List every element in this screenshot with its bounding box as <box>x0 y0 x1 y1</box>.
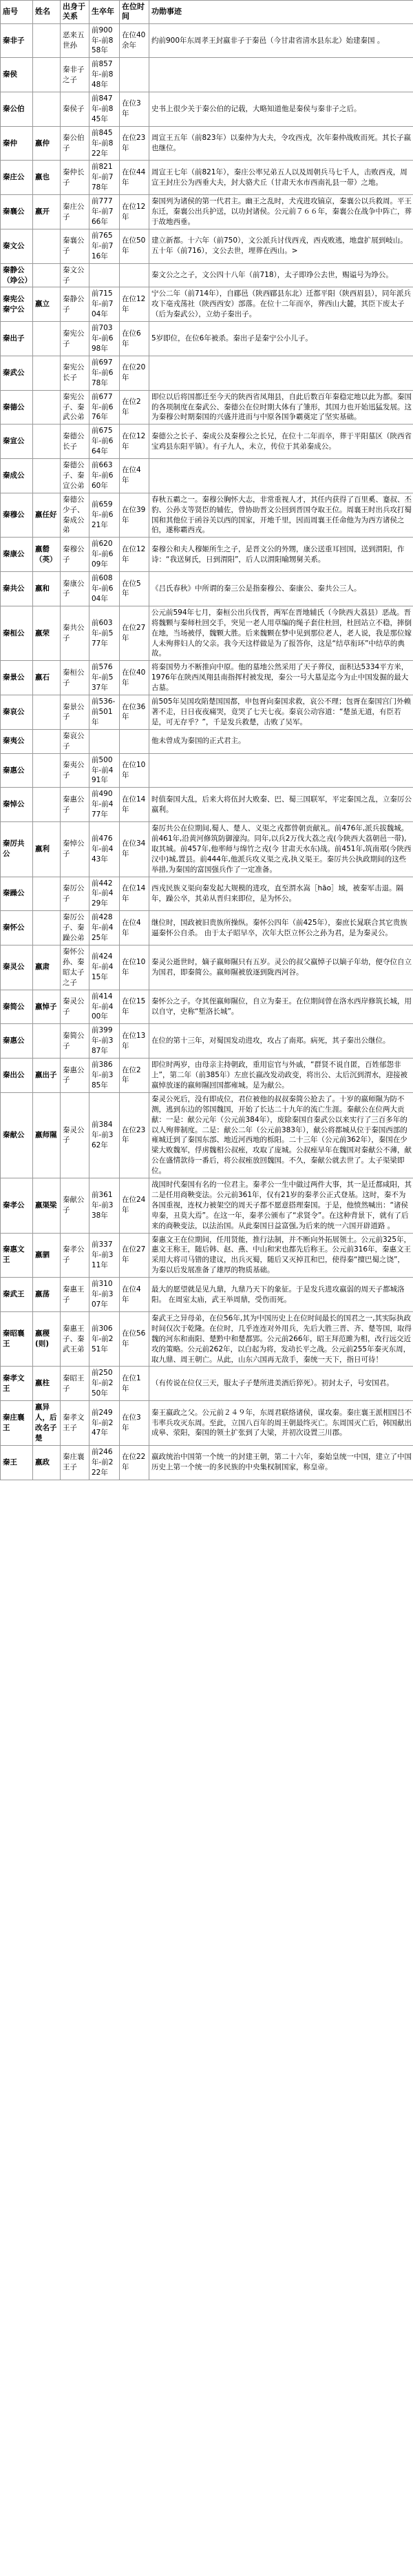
table-row <box>1 322 413 356</box>
table-row <box>1 1178 413 1234</box>
cell-personal-name: 嬴也 <box>33 161 61 195</box>
cell-temple-name: 秦出子 <box>1 322 33 356</box>
cell-personal-name: 嬴出子 <box>33 1059 61 1093</box>
cell-relation: 秦简公子 <box>61 1024 89 1059</box>
cell-personal-name <box>33 425 61 459</box>
cell-personal-name: 嬴政 <box>33 1445 61 1480</box>
cell-temple-name: 秦非子 <box>1 23 33 58</box>
cell-temple-name: 秦侯 <box>1 58 33 92</box>
cell-deeds: 西戎民族义渠向秦发起大规模的进攻，直至渭水嵩［hāo］域，被秦军击退。隔年，躁公卒，其弟从晋归来即位，是为怀公。 <box>149 877 413 911</box>
cell-personal-name <box>33 753 61 788</box>
table-row <box>1 356 413 390</box>
table-row <box>1 911 413 945</box>
cell-temple-name: 秦昭襄王 <box>1 1311 33 1367</box>
cell-personal-name <box>33 322 61 356</box>
cell-reign: 在位44年 <box>120 161 149 195</box>
cell-lifespan: 前765年-前716年 <box>89 229 120 263</box>
table-row <box>1 753 413 788</box>
cell-personal-name: 嬴开 <box>33 195 61 229</box>
table-row <box>1 1278 413 1312</box>
cell-temple-name: 秦静公（竫公） <box>1 263 33 287</box>
cell-relation: 秦桓公子 <box>61 661 89 695</box>
cell-lifespan: 前608年-前604年 <box>89 572 120 606</box>
cell-temple-name: 秦惠文王 <box>1 1233 33 1278</box>
cell-temple-name: 秦穆公 <box>1 493 33 538</box>
table-row <box>1 1367 413 1401</box>
cell-relation: 秦孝公子 <box>61 1233 89 1278</box>
cell-lifespan: 前603年-前577年 <box>89 606 120 661</box>
cell-lifespan: 前250年-前250年 <box>89 1367 120 1401</box>
cell-lifespan: 前677年-前676年 <box>89 390 120 425</box>
cell-personal-name <box>33 356 61 390</box>
cell-deeds: 秦德公之长子、秦成公及秦穆公之长兄，在位十二年而卒，葬于平阳墓区（陕西省宝鸡县东阳平镇）。有子九人，未立，传位于其弟秦成公。 <box>149 425 413 459</box>
table-row <box>1 459 413 493</box>
cell-lifespan <box>89 263 120 287</box>
cell-personal-name: 嬴驷 <box>33 1233 61 1278</box>
cell-reign: 在位40余年 <box>120 23 149 58</box>
cell-relation: 秦文公子 <box>61 263 89 287</box>
cell-personal-name: 嬴柱 <box>33 1367 61 1401</box>
cell-lifespan: 前847年-前845年 <box>89 92 120 127</box>
cell-lifespan: 前414年-前400年 <box>89 990 120 1024</box>
cell-reign: 在位50年 <box>120 229 149 263</box>
table-row <box>1 1445 413 1480</box>
cell-reign: 在位14年 <box>120 877 149 911</box>
cell-personal-name: 嬴利 <box>33 822 61 877</box>
cell-temple-name: 秦惠公 <box>1 1024 33 1059</box>
cell-lifespan: 前697年-前678年 <box>89 356 120 390</box>
cell-personal-name: 嬴荣 <box>33 606 61 661</box>
cell-lifespan: 前361年-前338年 <box>89 1178 120 1234</box>
cell-reign: 在位15年 <box>120 990 149 1024</box>
cell-deeds: 即位时两岁，由母亲主持朝政，重用宦官与外戚，“群贤不说自匿，百姓郁怨非上”，第二年（前385年）左庶长嬴改发动政变，将出公、太后沉到渭水，迎接被嬴悼放逐的嬴师隰回国都雍城。是为献公。 <box>149 1059 413 1093</box>
cell-lifespan: 前576年-前537年 <box>89 661 120 695</box>
cell-deeds: 建立新都。十六年（前750），文公派兵讨伐西戎，西戎败逃，地盘扩展到岐山。五十年（前716），文公去世，埋葬在西山。> <box>149 229 413 263</box>
cell-temple-name: 秦躁公 <box>1 877 33 911</box>
cell-deeds: 在位的第十三年，对蜀国发动进攻，攻占了南郑。病死，其子秦出公继位。 <box>149 1024 413 1059</box>
cell-lifespan: 前620年-前609年 <box>89 538 120 572</box>
table-row <box>1 661 413 695</box>
cell-reign: 在位12年 <box>120 425 149 459</box>
cell-lifespan: 前845年-前822年 <box>89 126 120 161</box>
cell-reign: 在位24年 <box>120 1178 149 1234</box>
cell-temple-name: 秦夷公 <box>1 729 33 753</box>
cell-temple-name: 秦孝公 <box>1 1178 33 1234</box>
cell-reign: 在位3年 <box>120 92 149 127</box>
table-row <box>1 229 413 263</box>
table-row <box>1 1059 413 1093</box>
cell-relation: 秦侯子 <box>61 92 89 127</box>
column-header-temple-name: 庙号 <box>1 1 33 24</box>
cell-deeds: 前505年吴国攻陷楚国国都，申包胥向秦国求救，哀公不理；包胥在秦国宫门外赖著不走，日日夜夜痛哭，竟哭了七天七夜。秦哀公动容道：“楚虽无道，有臣若是，可无存乎？”，千是发兵救楚，击败了吴军。 <box>149 695 413 730</box>
table-row <box>1 990 413 1024</box>
cell-temple-name: 秦哀公 <box>1 695 33 730</box>
cell-relation: 秦宪公长子 <box>61 356 89 390</box>
cell-temple-name: 秦文公 <box>1 229 33 263</box>
cell-relation: 秦德公子、秦宣公弟 <box>61 459 89 493</box>
cell-temple-name: 秦宣公 <box>1 425 33 459</box>
cell-temple-name: 秦献公 <box>1 1092 33 1178</box>
cell-personal-name <box>33 263 61 287</box>
cell-deeds: 秦灵公逝世时，嫡子嬴师隰只有五岁。灵公的叔父嬴悼子以嫡子年幼，便夺位自立为国君，即秦简公。嬴师隰被放逐到陇西河谷。 <box>149 945 413 990</box>
cell-deeds: 秦厉共公在位期间,蜀人、楚人、义渠之戎都曾朝贡献礼。前476年,派兵拔魏城。前461年,沿黄河修筑防御濠沟。同年,以兵2万伐大荔之戎(今陕西大荔朝邑一带),取其城。前457年,他率师与绵竹之戎(今 甘肃天水东)战。前451年,筑南郑(今陕西汉中)城,置县。前444年,他派兵攻义渠之戎,执义渠王。秦厉共公执政期间的这些举措,为秦国的富国强兵作了一定准备。 <box>149 822 413 877</box>
cell-deeds <box>149 58 413 92</box>
cell-temple-name: 秦仲 <box>1 126 33 161</box>
cell-deeds: 秦国列为诸侯的第一代君主。幽王之乱时，犬戎进攻镐京，秦襄公以兵救周。平王东迁，秦襄公出兵护送，以功封诸侯。公元前７６６年，秦襄公在战争中阵亡，葬于故地西垂。 <box>149 195 413 229</box>
cell-reign: 在位10年 <box>120 945 149 990</box>
cell-relation: 秦穆公子 <box>61 538 89 572</box>
cell-relation: 秦夷公子 <box>61 753 89 788</box>
cell-deeds <box>149 753 413 788</box>
cell-reign <box>120 729 149 753</box>
table-row <box>1 538 413 572</box>
cell-personal-name: 嬴仲 <box>33 126 61 161</box>
cell-temple-name: 秦成公 <box>1 459 33 493</box>
cell-reign: 在位39年 <box>120 493 149 538</box>
cell-temple-name: 秦庄公 <box>1 161 33 195</box>
table-row <box>1 1311 413 1367</box>
cell-reign <box>120 58 149 92</box>
cell-personal-name <box>33 695 61 730</box>
cell-relation: 秦德公少子、秦成公弟 <box>61 493 89 538</box>
cell-deeds <box>149 356 413 390</box>
cell-temple-name: 秦悼公 <box>1 788 33 822</box>
cell-relation: 秦仲长子 <box>61 161 89 195</box>
cell-deeds: 即位以后将国都迁至今天的陕西省凤翔县，自此后数百年秦稳定地以此为都。秦国的各项制度在秦武公、秦德公在位时期大体有了雏形，其国力也开始迅猛发展。这为秦穆公时期秦国的兴盛并进而与中原各国争霸奠定了坚实基础。 <box>149 390 413 425</box>
cell-relation: 秦庄襄王子 <box>61 1445 89 1480</box>
cell-relation: 秦非子之子 <box>61 58 89 92</box>
cell-deeds: 周宣王七年（前821年），秦庄公率兄弟五人以及周朝兵马七千人，击败西戎，周宣王封庄公为西垂大夫，封大骆犬丘（甘肃天水市西南礼县一带）之地。 <box>149 161 413 195</box>
cell-temple-name: 秦厉共公 <box>1 822 33 877</box>
cell-reign: 在位14年 <box>120 788 149 822</box>
cell-relation: 秦庄公子 <box>61 195 89 229</box>
cell-deeds: 《吕氏春秋》中所谓的秦三公是指秦穆公、秦康公、秦共公三人。 <box>149 572 413 606</box>
column-header-relation: 出身于关系 <box>61 1 89 24</box>
cell-deeds: 战国时代秦国有名的一位君主。秦孝公一生中做过两件大事，其一是迁都咸阳，其二是任用商鞅变法。公元前361年，仅有21岁的秦孝公正式登基。这时，秦不为各国重视，连权力被架空的周天子都不愿意搭理秦国。于是，他愤然喊出：“诸侯卑秦，丑莫大焉”。在这一年，秦孝公颁布了“求贤令”。在这种背景下，就有了后来的商鞅变法，以法治国。从此秦国日益富强,为后来的统一六国开辟道路 。 <box>149 1178 413 1234</box>
table-row <box>1 23 413 58</box>
cell-deeds: 秦王嬴政之父。公元前２４９年，东周君联络诸侯，谋攻秦。秦庄襄王派相国吕不韦率兵攻灭东周。至此，立国八百年的周王朝最终灭亡。东周国灭亡后，韩国献出成皋、荥阳，秦国的领土扩张到了大梁，并初次设置三川郡。 <box>149 1401 413 1446</box>
cell-personal-name: 嬴异人，后改名子楚 <box>33 1401 61 1446</box>
cell-personal-name: 嬴任好 <box>33 493 61 538</box>
cell-temple-name: 秦庄襄王 <box>1 1401 33 1446</box>
cell-deeds: 秦文公之之子，文公四十八年（前718），太子即竫公去世，赐谥号为竫公。 <box>149 263 413 287</box>
cell-temple-name: 秦宪公 秦宁公 <box>1 287 33 322</box>
cell-relation: 秦厉公子、秦躁公弟 <box>61 911 89 945</box>
table-row <box>1 1401 413 1446</box>
column-header-lifespan: 生卒年 <box>89 1 120 24</box>
cell-deeds: 继位时，国政被旧贵族所操纵。秦怀公四年（前425年），秦庶长晁联合其它贵族逼秦怀公自杀。 由于太子昭早卒，次年大臣立怀公之孙为君，是为秦灵公。 <box>149 911 413 945</box>
cell-lifespan: 前900年-前858年 <box>89 23 120 58</box>
cell-relation: 秦灵公子 <box>61 990 89 1024</box>
cell-relation: 秦公伯子 <box>61 126 89 161</box>
table-row <box>1 126 413 161</box>
cell-reign: 在位1年 <box>120 1367 149 1401</box>
cell-temple-name: 秦武公 <box>1 356 33 390</box>
cell-deeds: 春秋五霸之一。秦穆公胸怀大志，非常重视人才，其任内获得了百里奚、蹇叔、丕豹、公孙支等贤臣的辅佐，曾协助晋文公回到晋国夺取王位。周襄王时出兵攻打蜀国和其他位于函谷关以西的国家，开地千里，因而周襄王任命他为为西方诸侯之伯，遂称霸西戎。 <box>149 493 413 538</box>
cell-reign: 在位20年 <box>120 356 149 390</box>
cell-temple-name: 秦怀公 <box>1 911 33 945</box>
cell-reign: 在位6年 <box>120 322 149 356</box>
cell-relation: 秦厉公子 <box>61 877 89 911</box>
cell-temple-name: 秦王 <box>1 1445 33 1480</box>
cell-deeds <box>149 459 413 493</box>
table-row <box>1 945 413 990</box>
cell-personal-name: 嬴稷(则) <box>33 1311 61 1367</box>
table-row <box>1 606 413 661</box>
cell-lifespan: 前249年-前247年 <box>89 1401 120 1446</box>
cell-personal-name: 嬴和 <box>33 572 61 606</box>
cell-temple-name: 秦孝文王 <box>1 1367 33 1401</box>
cell-temple-name: 秦景公 <box>1 661 33 695</box>
cell-lifespan: 前536-前501年 <box>89 695 120 730</box>
cell-temple-name: 秦武王 <box>1 1278 33 1312</box>
column-header-deeds: 功勋事迹 <box>149 1 413 24</box>
table-row <box>1 877 413 911</box>
cell-relation: 秦惠公子 <box>61 788 89 822</box>
cell-reign: 在位27年 <box>120 606 149 661</box>
cell-reign: 在位36年 <box>120 695 149 730</box>
table-row <box>1 195 413 229</box>
cell-deeds: 宁公二年（前714年），自郿邑（陕西郿县东北）迁都平阳（陕西眉县），同年派兵攻下亳戎荡社（陕西西安）部落。在位十二年而卒，葬西山大麓，其臣下废太子（后为秦武公），立幼子秦出子。 <box>149 287 413 322</box>
cell-deeds: 约前900年东周孝王封嬴非子于秦邑（今甘肃省清水县东北）始建秦国 。 <box>149 23 413 58</box>
cell-relation: 秦惠公子 <box>61 1059 89 1093</box>
cell-reign: 在位12年 <box>120 195 149 229</box>
cell-deeds: 最大的愿望就是见九鼎，九鼎乃天下的象征。于是发兵进攻嬴弱的周天子都城洛阳。 在周室太庙，武王举周鼎，受伤而死。 <box>149 1278 413 1312</box>
cell-lifespan: 前306年-前251年 <box>89 1311 120 1367</box>
cell-deeds: （有传说在位仅三天，服太子子楚所进美酒后猝死）。初封太子，号安国君。 <box>149 1367 413 1401</box>
cell-deeds: 史书上很少关于秦公伯的记载，大略知道他是秦侯与秦非子之后。 <box>149 92 413 127</box>
table-row <box>1 58 413 92</box>
cell-reign: 在位2年 <box>120 390 149 425</box>
cell-temple-name: 秦德公 <box>1 390 33 425</box>
cell-reign: 在位56年 <box>120 1311 149 1367</box>
table-row <box>1 390 413 425</box>
cell-deeds: 5岁即位，在位6年被杀。秦出子是秦宁公小儿子。 <box>149 322 413 356</box>
cell-personal-name <box>33 459 61 493</box>
cell-lifespan: 前399年-前387年 <box>89 1024 120 1059</box>
cell-temple-name: 秦公伯 <box>1 92 33 127</box>
table-body <box>1 23 413 1480</box>
cell-reign: 在位22年 <box>120 1445 149 1480</box>
cell-relation: 秦静公子 <box>61 287 89 322</box>
cell-reign: 在位34年 <box>120 822 149 877</box>
table-header-row <box>1 1 413 24</box>
cell-personal-name: 嬴荡 <box>33 1278 61 1312</box>
cell-personal-name: 嬴悼子 <box>33 990 61 1024</box>
cell-personal-name <box>33 58 61 92</box>
cell-personal-name <box>33 911 61 945</box>
cell-reign: 在位23年 <box>120 126 149 161</box>
cell-lifespan: 前821年-前778年 <box>89 161 120 195</box>
cell-relation: 恶来五世孙 <box>61 23 89 58</box>
cell-reign: 在位4年 <box>120 1278 149 1312</box>
cell-deeds: 时值秦国大乱，后来大将伍封大败秦、巴、蜀三国联军，平定秦国之乱，立秦厉公嬴利。 <box>149 788 413 822</box>
cell-relation: 秦襄公子 <box>61 229 89 263</box>
cell-deeds: 周宣王五年（前823年）以秦仲为大夫，令攻西戎，次年秦仲战败而死。其长子嬴也继位。 <box>149 126 413 161</box>
table-row <box>1 92 413 127</box>
cell-deeds: 秦穆公和夫人穆姬所生之子，是晋文公的外甥，康公送重耳回国，送到渭阳，作诗：“我送舅氏，日到渭阳”，后人以渭阳喻甥舅关系。 <box>149 538 413 572</box>
column-header-reign: 在位时间 <box>120 1 149 24</box>
cell-lifespan: 前659年-前621年 <box>89 493 120 538</box>
table-row <box>1 1233 413 1278</box>
cell-lifespan: 前310年-前307年 <box>89 1278 120 1312</box>
table-row <box>1 425 413 459</box>
cell-lifespan: 前500年-前491年 <box>89 753 120 788</box>
table-row <box>1 788 413 822</box>
cell-relation: 秦孝文王子 <box>61 1401 89 1446</box>
table-row <box>1 161 413 195</box>
cell-deeds: 公元前594年七月，秦桓公出兵伐晋，两军在晋地辅氏（今陕西大荔县）恶战。晋将魏颗与秦师杜回交手，突见一老人用草编的绳子套住杜回，杜回站立不稳，摔倒在地，当场被俘，魏颗大胜。后来魏颗在梦中见到那位老人，老人说，我是那位嫁人未殉葬妇人的父亲。我今天这样做是为了报答你，这是“结草衔环”中结草的典故。 <box>149 606 413 661</box>
table-row <box>1 822 413 877</box>
cell-lifespan: 前476年-前443年 <box>89 822 120 877</box>
cell-lifespan: 前857年-前848年 <box>89 58 120 92</box>
cell-temple-name: 秦简公 <box>1 990 33 1024</box>
cell-personal-name: 嬴肃 <box>33 945 61 990</box>
cell-deeds: 嬴政统治中国第一个统一的封建王朝，第二十六年，秦始皇统一中国，建立了中国历史上第一个统一的多民族的中央集权制国家，称皇帝。 <box>149 1445 413 1480</box>
cell-deeds: 他未曾成为秦国的正式君主。 <box>149 729 413 753</box>
cell-lifespan: 前442年-前429年 <box>89 877 120 911</box>
cell-reign: 在位23年 <box>120 1092 149 1178</box>
table-row <box>1 263 413 287</box>
cell-lifespan: 前428年-前425年 <box>89 911 120 945</box>
cell-relation: 秦惠王子 <box>61 1278 89 1312</box>
cell-lifespan: 前490年-前477年 <box>89 788 120 822</box>
cell-personal-name <box>33 1024 61 1059</box>
table-row <box>1 1024 413 1059</box>
cell-relation: 秦宪公子 <box>61 322 89 356</box>
cell-personal-name <box>33 729 61 753</box>
cell-relation: 秦怀公孙、秦昭太子之子 <box>61 945 89 990</box>
cell-personal-name: 嬴罃（英） <box>33 538 61 572</box>
cell-temple-name: 秦出公 <box>1 1059 33 1093</box>
cell-relation: 秦惠王子、秦武王弟 <box>61 1311 89 1367</box>
cell-relation: 秦宪公子、秦武公弟 <box>61 390 89 425</box>
cell-lifespan: 前246年-前222年 <box>89 1445 120 1480</box>
cell-personal-name <box>33 788 61 822</box>
cell-relation: 秦康公子 <box>61 572 89 606</box>
cell-temple-name: 秦康公 <box>1 538 33 572</box>
cell-reign: 在位2年 <box>120 1059 149 1093</box>
cell-reign: 在位12年 <box>120 287 149 322</box>
cell-personal-name <box>33 877 61 911</box>
cell-reign: 在位5年 <box>120 572 149 606</box>
cell-reign <box>120 263 149 287</box>
cell-reign: 在位13年 <box>120 1024 149 1059</box>
cell-deeds: 将秦国势力不断推向中原。他的墓地公然采用了天子葬仪，面积达5334平方米，1976年在陕西凤翔县南指挥村被发现，秦公一号大墓是迄今为止中国发掘的最大古墓。 <box>149 661 413 695</box>
table-row <box>1 493 413 538</box>
cell-personal-name <box>33 23 61 58</box>
table-row <box>1 1092 413 1178</box>
cell-relation: 秦哀公子 <box>61 729 89 753</box>
cell-personal-name: 嬴师隰 <box>33 1092 61 1178</box>
cell-deeds: 秦灵公死后，没有即成位，君位被他的叔叔秦简公抢去了。十岁的嬴师隰为防不测，逃到东边的邻国魏国，开始了长达二十九年的流亡生涯。秦献公在位两大贡献：一是：献公元年（公元前384年），废除秦国自秦武公以来实行了三百多年的以人殉葬制度。二是：献公二年（公元前383年），献公将都城从位于秦国西部的雍城迁到了秦国东部、地近河西地的栎阳。二十三年（公元前362年），秦国在少梁大败魏军，俘虏魏相公叔痤，攻取了庞城。公叔痤早年在魏国对秦献公不薄，献公在盛情款待一番后，将公叔痤放回魏国。不久，秦献公就去世了。太子渠梁即位。 <box>149 1092 413 1178</box>
cell-lifespan: 前386年-前385年 <box>89 1059 120 1093</box>
table-row <box>1 729 413 753</box>
cell-deeds: 秦惠文王在位期间，任用贤能，推行法制，并不断向外拓展领土。公元前325年，惠文王称王，随后韩、赵、燕、中山和宋也都先后称王。公元前316年，秦惠文王采用大将司马错的建议，出兵灭蜀，随后又灭掉苴和巴，使得秦“擅巴蜀之饶”，为秦以后发展准备了雄厚的物质基础。 <box>149 1233 413 1278</box>
cell-lifespan: 前424年-前415年 <box>89 945 120 990</box>
column-header-personal-name: 姓名 <box>33 1 61 24</box>
cell-relation: 秦献公子 <box>61 1178 89 1234</box>
cell-reign: 在位4年 <box>120 911 149 945</box>
table-row <box>1 572 413 606</box>
cell-reign: 在位12年 <box>120 538 149 572</box>
cell-lifespan <box>89 729 120 753</box>
cell-temple-name: 秦灵公 <box>1 945 33 990</box>
cell-reign: 在位10年 <box>120 753 149 788</box>
cell-personal-name: 嬴石 <box>33 661 61 695</box>
cell-relation: 秦悼公子 <box>61 822 89 877</box>
cell-personal-name <box>33 92 61 127</box>
cell-temple-name: 秦桓公 <box>1 606 33 661</box>
cell-personal-name: 嬴立 <box>33 287 61 322</box>
cell-temple-name: 秦共公 <box>1 572 33 606</box>
cell-relation: 秦景公子 <box>61 695 89 730</box>
table-row <box>1 695 413 730</box>
cell-temple-name: 秦襄公 <box>1 195 33 229</box>
cell-relation: 秦德公长子 <box>61 425 89 459</box>
cell-lifespan: 前337年-前311年 <box>89 1233 120 1278</box>
cell-lifespan: 前715年-前704年 <box>89 287 120 322</box>
cell-reign: 在位4年 <box>120 459 149 493</box>
cell-temple-name: 秦惠公 <box>1 753 33 788</box>
cell-relation: 秦灵公子 <box>61 1092 89 1178</box>
cell-reign: 在位3年 <box>120 1401 149 1446</box>
cell-lifespan: 前777年-前766年 <box>89 195 120 229</box>
cell-deeds: 秦怀公之子。夺其侄嬴师隰位，自立为秦王。在位期间曾在洛水西岸修筑长城，用以自守，史称“堑洛长城”。 <box>149 990 413 1024</box>
cell-relation: 秦昭王子 <box>61 1367 89 1401</box>
cell-reign: 在位40年 <box>120 661 149 695</box>
cell-reign: 在位27年 <box>120 1233 149 1278</box>
cell-lifespan: 前384年-前362年 <box>89 1092 120 1178</box>
cell-personal-name <box>33 229 61 263</box>
cell-relation: 秦共公子 <box>61 606 89 661</box>
cell-lifespan: 前663年-前660年 <box>89 459 120 493</box>
cell-personal-name: 嬴渠梁 <box>33 1178 61 1234</box>
cell-deeds: 秦武王之异母弟，在位56年,其为中国历史上在位时间最长的国君之一,其实际执政时间仅次于乾隆。在位时，几乎连连对外用兵，先后大胜三晋、齐、楚等国，取得魏的河东和南阳、楚黔中和楚都郢。公元前266年，昭王拜范雎为相，改行远交近攻的策略。公元前262年，以白起为将，发动长平之战。公元前255年秦灭东周，取九鼎、周王朝亡。从此，山东六国再无敌手，秦统一天下，指日可待！ <box>149 1311 413 1367</box>
cell-personal-name <box>33 390 61 425</box>
cell-lifespan: 前703年-前698年 <box>89 322 120 356</box>
cell-lifespan: 前675年-前664年 <box>89 425 120 459</box>
table-row <box>1 287 413 322</box>
